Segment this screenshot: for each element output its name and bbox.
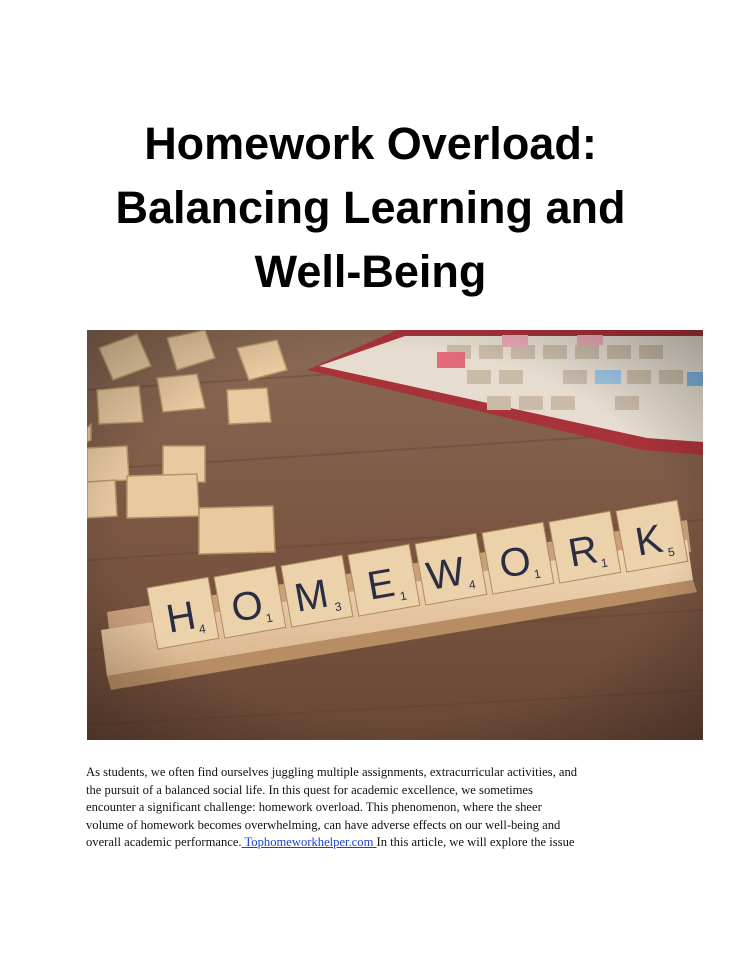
article-intro-paragraph	[86, 764, 676, 852]
title-line-3: Well-Being	[254, 246, 487, 297]
paragraph-line-3: encounter a significant challenge: homework overload. This phenomenon, where the sheer	[86, 800, 542, 815]
tophomeworkhelper-link[interactable]: Tophomeworkhelper.com	[241, 835, 377, 850]
title-line-1: Homework Overload:	[144, 118, 597, 169]
paragraph-line-2: the pursuit of a balanced social life. In this quest for academic excellence, we sometimes	[86, 782, 533, 797]
paragraph-line-1: As students, we often find ourselves juggling multiple assignments, extracurricular activities, and	[86, 765, 578, 779]
homework-scrabble-photo	[87, 330, 703, 740]
paragraph-line-5-end: In this article, we will explore the issue	[376, 835, 575, 850]
document-title	[0, 112, 741, 304]
title-line-2: Balancing Learning and	[115, 182, 626, 233]
paragraph-line-5-start: overall academic performance.	[86, 835, 242, 850]
paragraph-line-4: volume of homework becomes overwhelming, can have adverse effects on our well-being and	[86, 817, 561, 832]
paragraph-line-5	[86, 834, 676, 852]
